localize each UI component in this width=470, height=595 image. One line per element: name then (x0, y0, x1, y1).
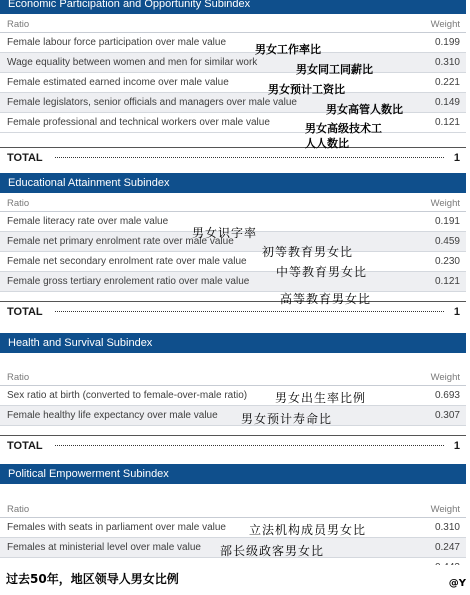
row-label: Females at ministerial level over male value (7, 542, 201, 553)
section-title: Health and Survival Subindex (0, 333, 466, 353)
row-label: Female healthy life expectancy over male value (7, 410, 218, 421)
total-label: TOTAL (7, 306, 43, 318)
annotation: 男女预计工资比 (268, 83, 345, 96)
table-row (0, 518, 466, 538)
row-value: 0.310 (434, 522, 460, 533)
row-label: Female labour force participation over male value (7, 37, 226, 48)
column-header (0, 14, 466, 33)
section-title: Educational Attainment Subindex (0, 173, 466, 193)
annotation: 男女预计寿命比 (241, 412, 333, 426)
weight-header: Weight (430, 198, 460, 209)
annotation: 男女同工同薪比 (296, 63, 373, 76)
footer-caption-bar (0, 565, 470, 595)
row-value: 0.221 (434, 77, 460, 88)
annotation: 男女高级技术工 (305, 122, 382, 135)
row-label: Female legislators, senior officials and managers over male value (7, 97, 297, 108)
total-value: 1 (453, 306, 460, 318)
total-value: 1 (453, 152, 460, 164)
row-label: Female literacy rate over male value (7, 216, 169, 227)
education-section (0, 173, 466, 322)
total-row (0, 147, 466, 168)
weight-header: Weight (430, 372, 460, 383)
table-row (0, 252, 466, 272)
column-header (0, 499, 466, 518)
row-value: 0.310 (434, 57, 460, 68)
health-section (0, 333, 466, 456)
caption-text: 过去50年，地区领导人男女比例 (6, 572, 179, 586)
row-label: Female net secondary enrolment rate over male value (7, 256, 247, 267)
annotation: 男女工作率比 (255, 43, 321, 56)
row-label: Female net primary enrolment rate over male value (7, 236, 234, 247)
ratio-header: Ratio (7, 19, 30, 30)
total-label: TOTAL (7, 440, 43, 452)
total-label: TOTAL (7, 152, 43, 164)
dot-leader (55, 311, 444, 312)
annotation: 立法机构成员男女比 (249, 523, 367, 537)
annotation: 男女识字率 (192, 226, 258, 240)
annotation: 人人数比 (305, 137, 349, 150)
economic-section (0, 0, 466, 168)
column-header (0, 193, 466, 212)
ratio-header: Ratio (7, 372, 30, 383)
weight-header: Weight (430, 504, 460, 515)
dot-leader (55, 157, 444, 158)
row-label: Females with seats in parliament over male value (7, 522, 226, 533)
section-title: Economic Participation and Opportunity Subindex (0, 0, 466, 14)
dot-leader (55, 445, 444, 446)
table-row (0, 53, 466, 73)
annotation: 男女高管人数比 (326, 103, 403, 116)
row-value: 0.307 (434, 410, 460, 421)
row-value: 0.149 (434, 97, 460, 108)
section-title: Political Empowerment Subindex (0, 464, 466, 484)
row-value: 0.459 (434, 236, 460, 247)
political-section (0, 464, 466, 578)
row-value: 0.191 (434, 216, 460, 227)
ratio-header: Ratio (7, 504, 30, 515)
watermark-text: @Y (448, 578, 466, 589)
table-row (0, 386, 466, 406)
row-value: 0.247 (434, 542, 460, 553)
annotation: 部长级政客男女比 (220, 544, 325, 558)
total-row (0, 301, 466, 322)
weight-header: Weight (430, 19, 460, 30)
table-row (0, 272, 466, 292)
row-label: Female estimated earned income over male value (7, 77, 229, 88)
table-row (0, 73, 466, 93)
row-value: 0.121 (434, 276, 460, 287)
row-value: 0.693 (434, 390, 460, 401)
row-value: 0.121 (434, 117, 460, 128)
table-row (0, 406, 466, 426)
annotation: 中等教育男女比 (276, 265, 368, 279)
row-value: 0.230 (434, 256, 460, 267)
annotation: 男女出生率比例 (275, 391, 367, 405)
row-value: 0.199 (434, 37, 460, 48)
total-row (0, 435, 466, 456)
table-row (0, 33, 466, 53)
ratio-header: Ratio (7, 198, 30, 209)
total-value: 1 (453, 440, 460, 452)
row-label: Female gross tertiary enrolement ratio over male value (7, 276, 250, 287)
column-header (0, 367, 466, 386)
row-label: Wage equality between women and men for similar work (7, 57, 258, 68)
annotation: 高等教育男女比 (280, 292, 372, 306)
row-label: Sex ratio at birth (converted to female-over-male ratio) (7, 390, 248, 401)
annotation: 初等教育男女比 (262, 245, 354, 259)
row-label: Female professional and technical workers over male value (7, 117, 270, 128)
